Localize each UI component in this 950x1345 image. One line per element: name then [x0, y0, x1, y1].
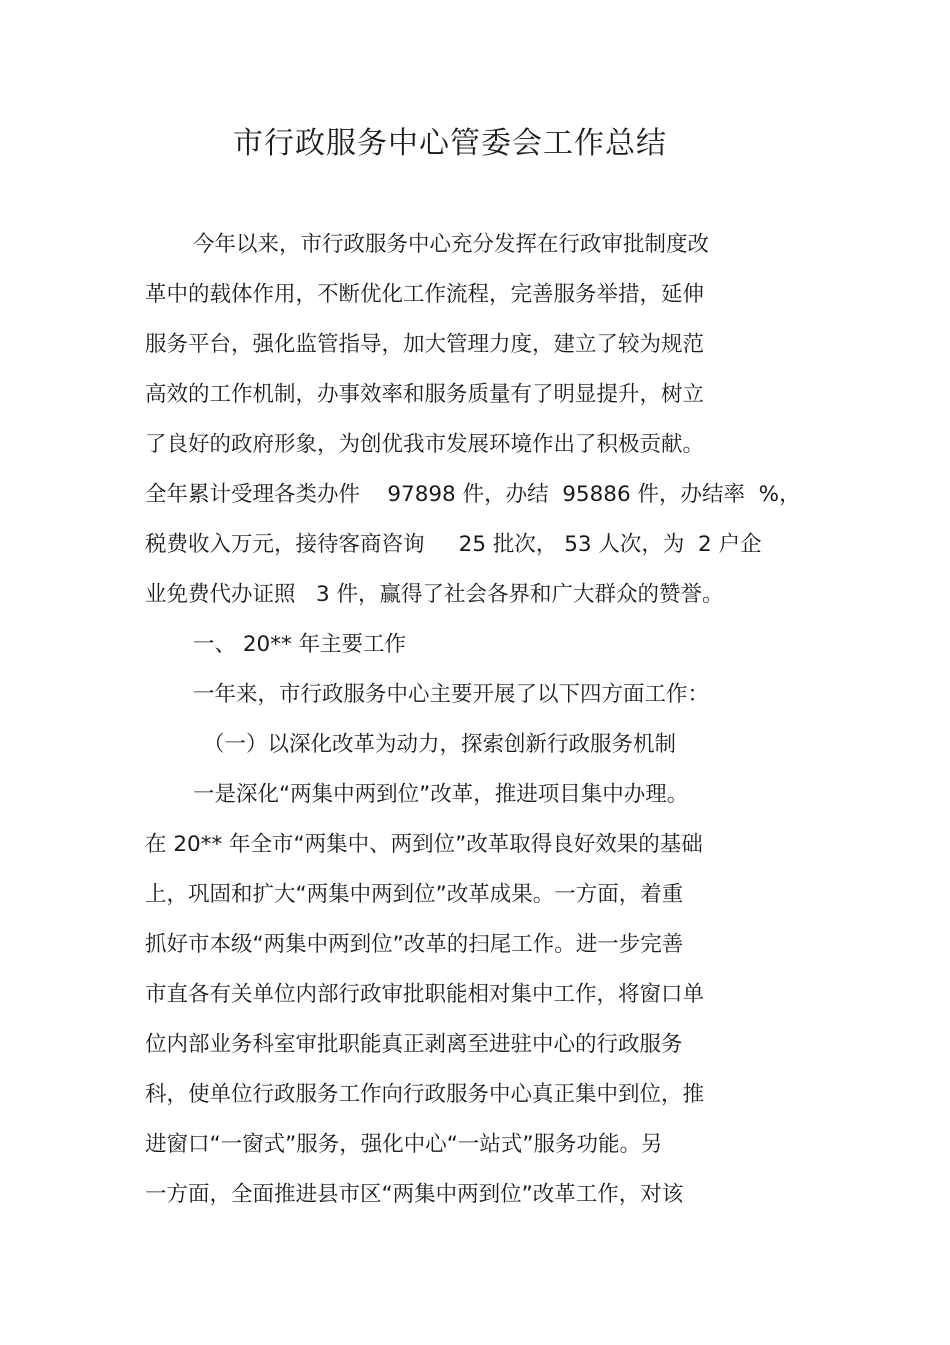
paragraph-line: 高效的工作机制，办事效率和服务质量有了明显提升，树立	[145, 382, 705, 407]
paragraph-line: 一年来，市行政服务中心主要开展了以下四方面工作：	[193, 682, 710, 707]
paragraph-line: 革中的载体作用，不断优化工作流程，完善服务举措，延伸	[145, 282, 705, 307]
paragraph-line: 在 20** 年全市“两集中、两到位”改革取得良好效果的基础	[145, 832, 703, 857]
paragraph-line: 位内部业务科室审批职能真正剥离至进驻中心的行政服务	[145, 1032, 683, 1057]
paragraph-line: 全年累计受理各类办件 97898 件，办结 95886 件，办结率 %，	[145, 482, 801, 507]
section-heading: 一、 20** 年主要工作	[193, 632, 407, 657]
paragraph-line: 业免费代办证照 3 件，赢得了社会各界和广大群众的赞誉。	[145, 582, 724, 607]
document-body	[145, 220, 845, 1220]
paragraph-line: 进窗口“一窗式”服务，强化中心“一站式”服务功能。另	[145, 1132, 663, 1157]
subsection-heading: （一）以深化改革为动力，探索创新行政服务机制	[203, 732, 677, 757]
paragraph-line: 税费收入万元，接待客商咨询 25 批次， 53 人次，为 2 户企	[145, 532, 762, 557]
paragraph-line: 了良好的政府形象，为创优我市发展环境作出了积极贡献。	[145, 432, 705, 457]
paragraph-line: 服务平台，强化监管指导，加大管理力度，建立了较为规范	[145, 332, 705, 357]
paragraph-line: 科，使单位行政服务工作向行政服务中心真正集中到位，推	[145, 1082, 705, 1107]
paragraph-line: 市直各有关单位内部行政审批职能相对集中工作，将窗口单	[145, 982, 705, 1007]
document-title: 市行政服务中心管委会工作总结	[233, 126, 667, 161]
paragraph-line: 一方面，全面推进县市区“两集中两到位”改革工作，对该	[145, 1182, 684, 1207]
paragraph-line: 一是深化“两集中两到位”改革，推进项目集中办理。	[193, 782, 689, 807]
paragraph-line: 上，巩固和扩大“两集中两到位”改革成果。一方面，着重	[145, 882, 684, 907]
paragraph-line: 今年以来，市行政服务中心充分发挥在行政审批制度改	[193, 232, 710, 257]
paragraph-line: 抓好市本级“两集中两到位”改革的扫尾工作。进一步完善	[145, 932, 684, 957]
